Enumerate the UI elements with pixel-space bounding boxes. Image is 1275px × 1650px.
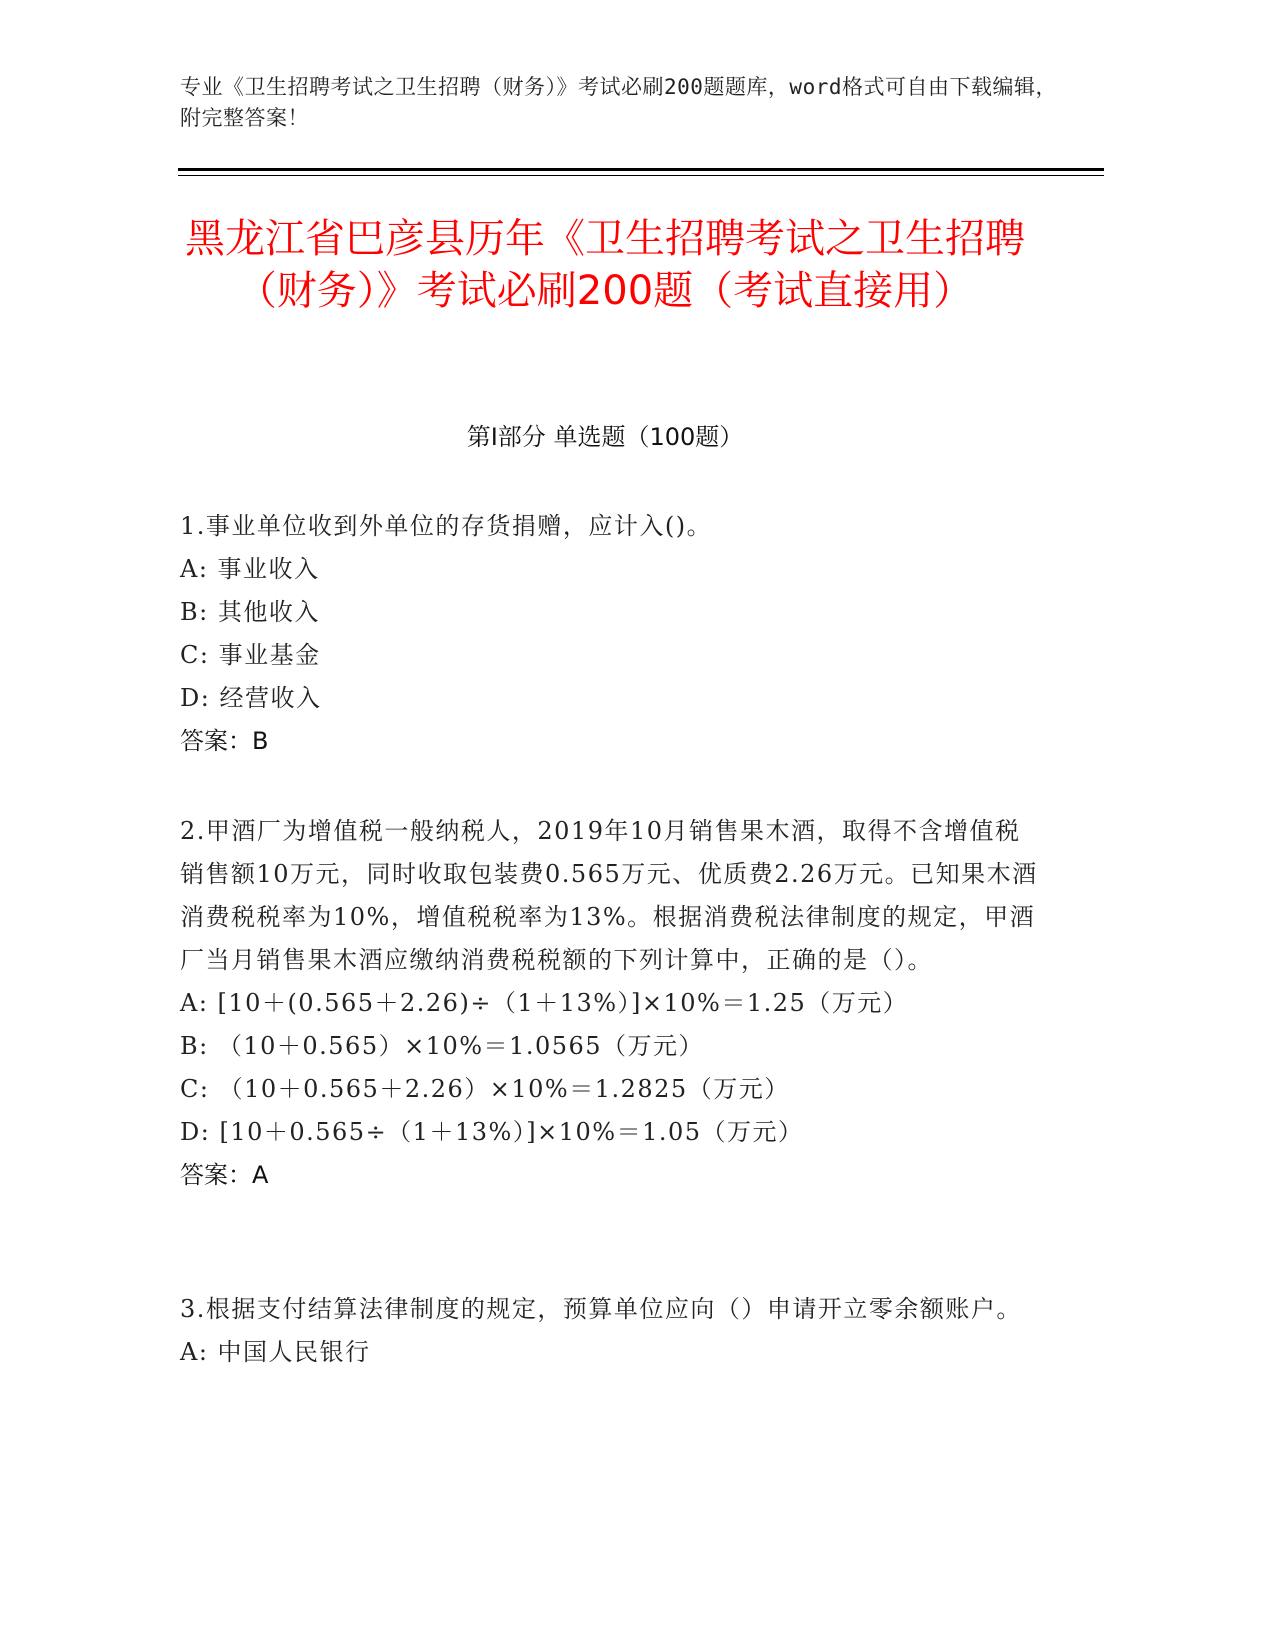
option-b: B: 其他收入 [180,598,320,626]
option-b: B: （10＋0.565）×10%＝1.0565（万元） [180,1032,705,1060]
answer: 答案：B [180,727,269,755]
option-a: A: 事业收入 [180,555,320,583]
document-title: 黑龙江省巴彦县历年《卫生招聘考试之卫生招聘（财务）》考试必刷200题（考试直接用） [185,216,1025,314]
question-2 [180,810,1040,1197]
option-c: C: （10＋0.565＋2.26）×10%＝1.2825（万元） [180,1075,790,1103]
option-a: A: 中国人民银行 [180,1338,371,1366]
option-d: D: 经营收入 [180,684,322,712]
option-a: A: [10＋(0.565＋2.26)÷（1＋13%）]×10%＝1.25（万元） [180,989,909,1017]
section-heading: 第I部分 单选题（100题） [466,423,744,451]
header-note: 专业《卫生招聘考试之卫生招聘（财务）》考试必刷200题题库，word格式可自由下载编辑，附完整答案！ [180,75,1057,130]
question-stem: 2.甲酒厂为增值税一般纳税人，2019年10月销售果木酒，取得不含增值税销售额10万元，同时收取包装费0.565万元、优质费2.26万元。已知果木酒消费税税率为10%，增值税税率为13%。根据消费税法律制度的规定，甲酒厂当月销售果木酒应缴纳消费税税额的下列计算中，正确的是（）。 [180,817,1038,974]
option-c: C: 事业基金 [180,641,321,669]
question-1 [180,505,1040,763]
question-stem: 3.根据支付结算法律制度的规定，预算单位应向（）申请开立零余额账户。 [180,1295,1022,1323]
question-3 [180,1288,1040,1374]
header-divider-thick [178,168,1104,171]
header-divider-thin [178,175,1104,176]
option-d: D: [10＋0.565÷（1＋13%）]×10%＝1.05（万元） [180,1118,804,1146]
answer: 答案：A [180,1161,269,1189]
question-stem: 1.事业单位收到外单位的存货捐赠，应计入()。 [180,512,713,540]
